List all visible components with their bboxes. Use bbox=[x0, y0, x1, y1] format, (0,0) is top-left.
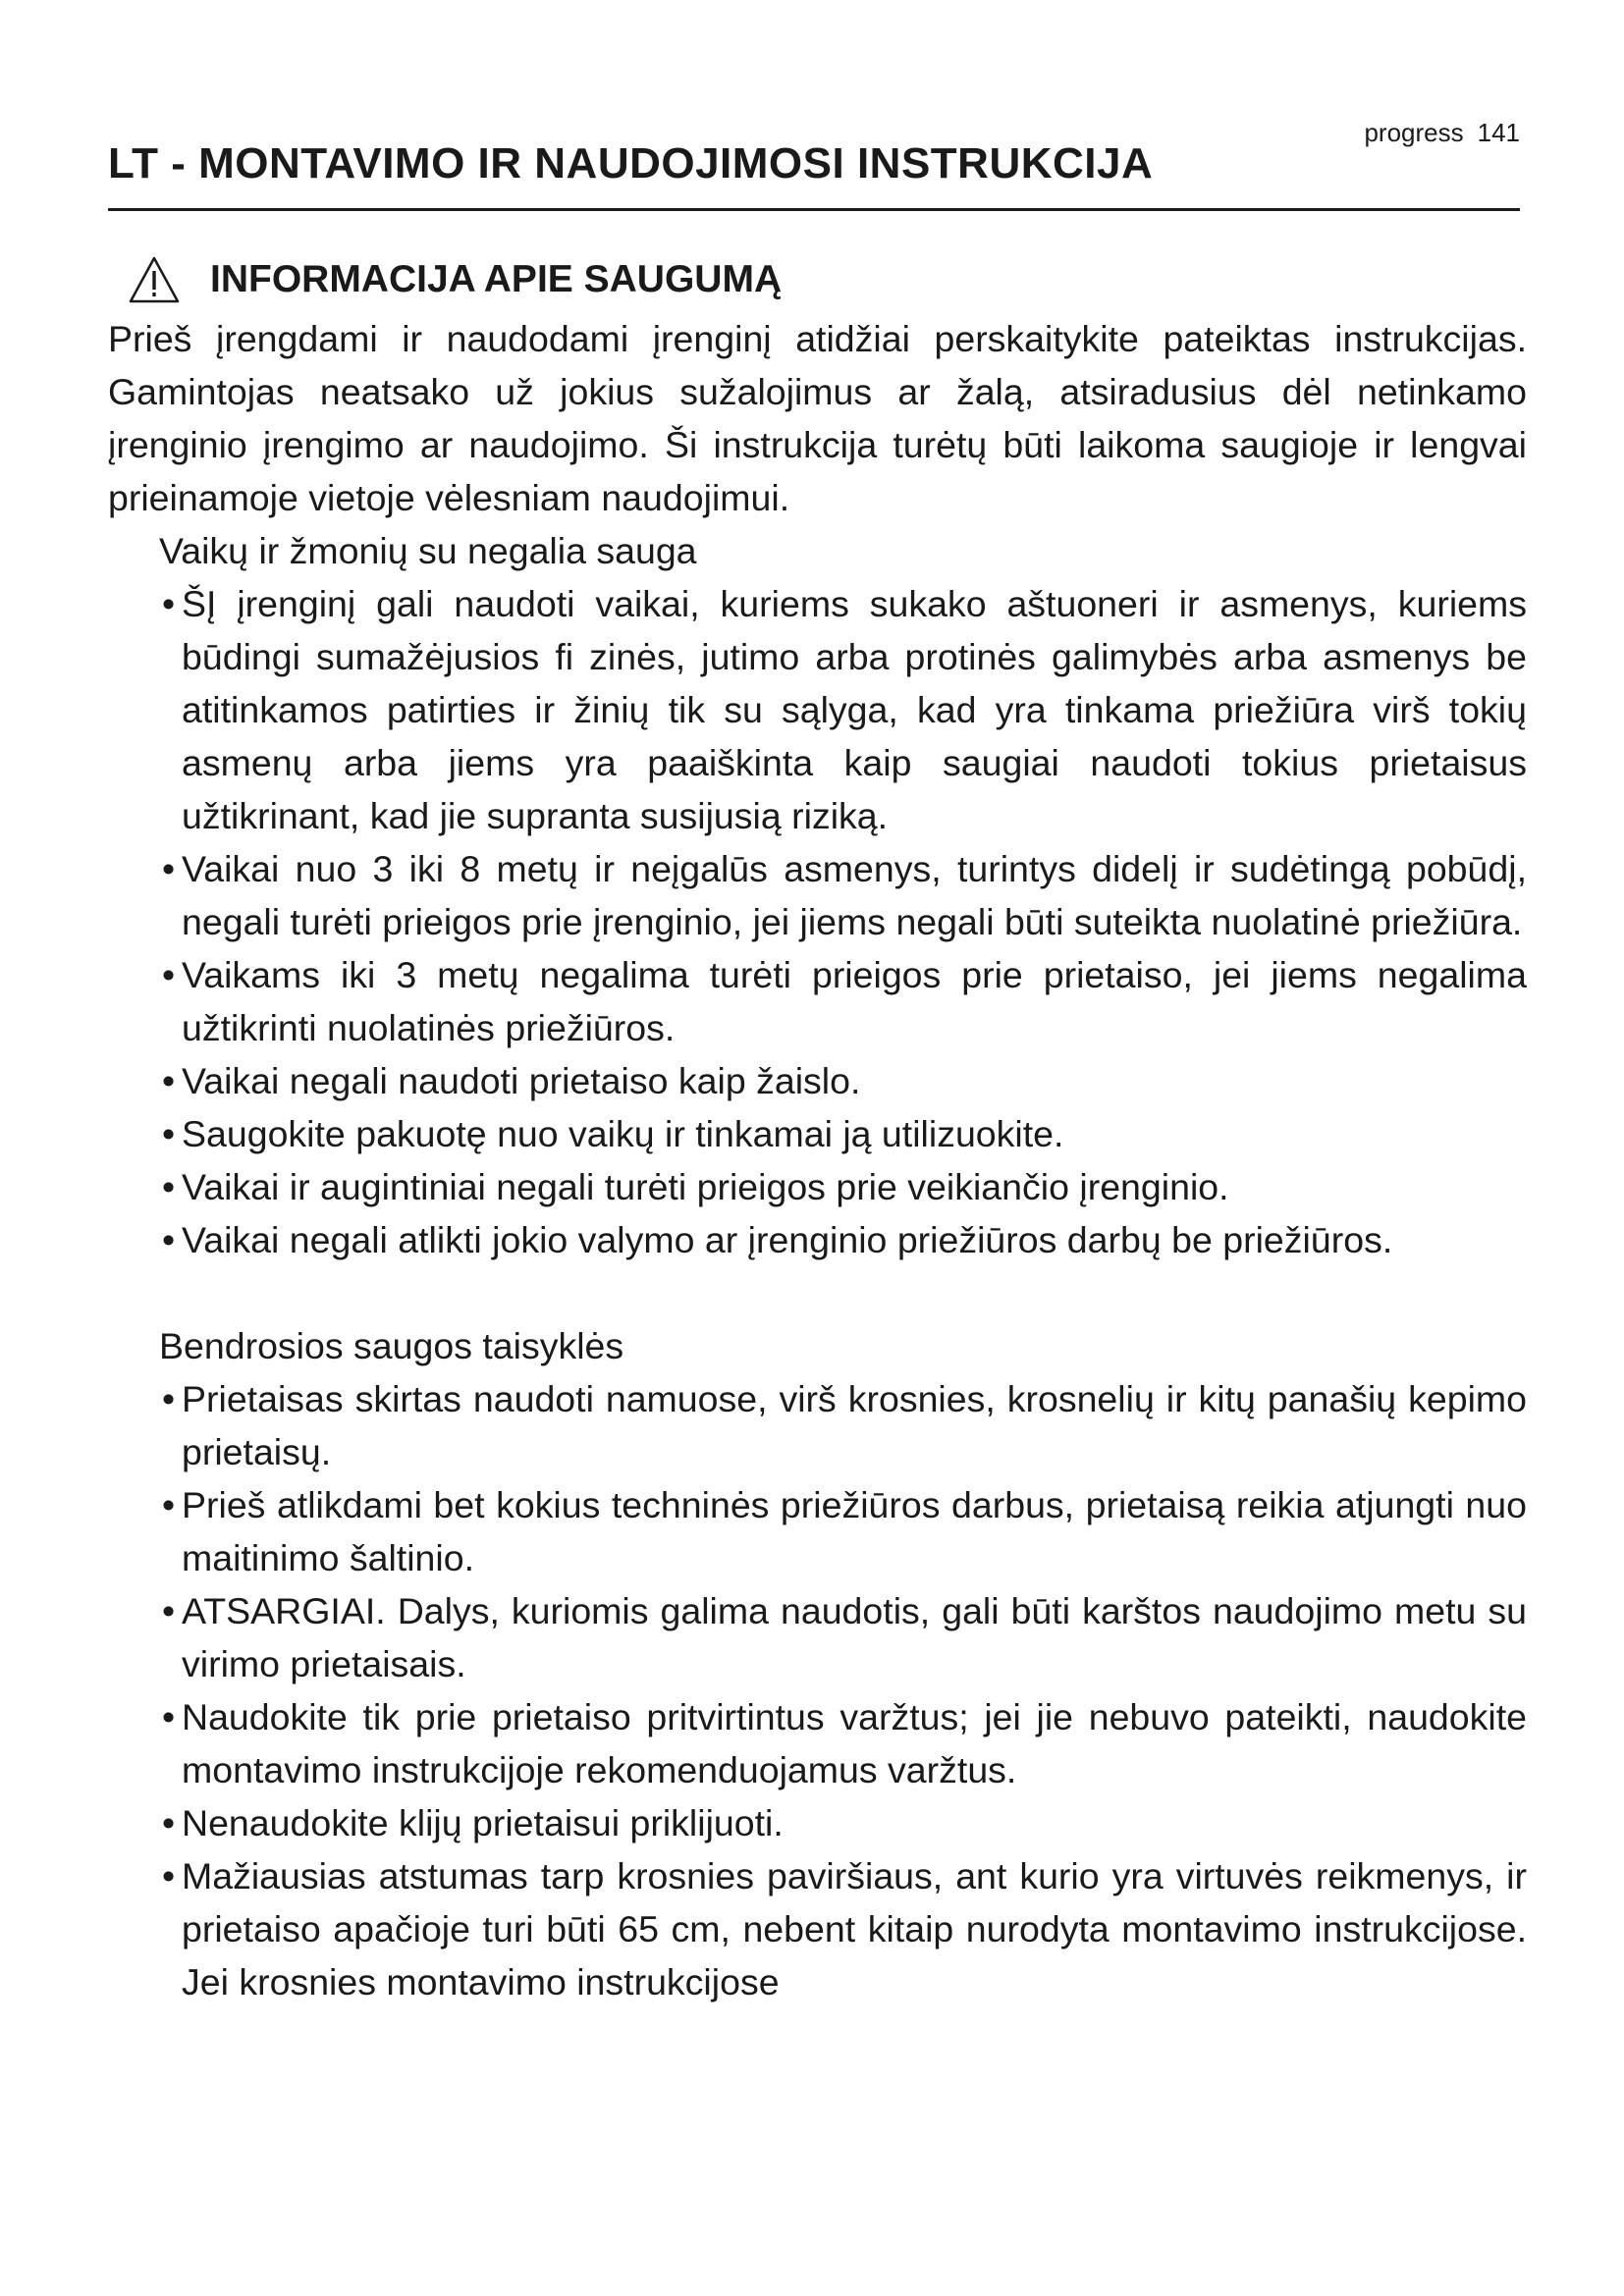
page-header bbox=[108, 118, 1520, 211]
list-item: • Prietaisas skirtas naudoti namuose, virš krosnies, krosnelių ir kitų panašių kepimo prietaisų. bbox=[162, 1378, 1527, 1472]
page-content bbox=[108, 312, 1527, 2008]
safety-section-title bbox=[128, 250, 782, 309]
safety-intro: Prieš įrengdami ir naudodami įrenginį atidžiai perskaitykite pateiktas instrukcijas. Gamintojas neatsako už jokius sužalojimus ar žalą, atsiradusius dėl netinkamo įrenginio įrengimo ar naudojimo. Ši instrukcija turėtų būti laikoma saugioje ir lengvai prieinamoje vietoje vėlesniam naudojimui. bbox=[108, 318, 1527, 518]
list-item: • Vaikai negali naudoti prietaiso kaip žaislo. bbox=[162, 1060, 861, 1101]
list-item: • ATSARGIAI. Dalys, kuriomis galima naudotis, gali būti karštos naudojimo metu su virimo prietaisais. bbox=[162, 1590, 1527, 1684]
section-spacer bbox=[108, 1266, 1527, 1319]
brand-page-info bbox=[1364, 118, 1520, 148]
list-item: • Vaikai negali atlikti jokio valymo ar įrenginio priežiūros darbų be priežiūros. bbox=[162, 1219, 1393, 1260]
document-title: LT - MONTAVIMO IR NAUDOJIMOSI INSTRUKCIJA bbox=[108, 139, 1154, 187]
list-item: • Naudokite tik prie prietaiso pritvirtintus varžtus; jei jie nebuvo pateikti, naudokite montavimo instrukcijoje rekomenduojamus varžtus. bbox=[162, 1696, 1527, 1790]
list-item: • Nenaudokite klijų prietaisui priklijuoti. bbox=[162, 1802, 784, 1843]
general-safety-list bbox=[108, 1372, 1527, 2008]
list-item: • Vaikai nuo 3 iki 8 metų ir neįgalūs asmenys, turintys didelį ir sudėtingą pobūdį, negali turėti prieigos prie įrenginio, jei jiems negali būti suteikta nuolatinė priežiūra. bbox=[162, 848, 1527, 942]
brand-name: progress bbox=[1364, 118, 1464, 147]
children-safety-list bbox=[108, 577, 1527, 1266]
general-safety-heading: Bendrosios saugos taisyklės bbox=[159, 1325, 624, 1366]
warning-triangle-icon bbox=[128, 255, 181, 304]
list-item: • ŠĮ įrenginį gali naudoti vaikai, kuriems sukako aštuoneri ir asmenys, kuriems būdingi sumažėjusios fi zinės, jutimo arba protinės galimybės arba asmenys be atitinkamos patirties ir žinių tik su sąlyga, kad yra tinkama priežiūra virš tokių asmenų arba jiems yra paaiškinta kaip saugiai naudoti tokius prietaisus užtikrinant, kad jie supranta susijusią riziką. bbox=[162, 583, 1527, 836]
list-item: • Vaikams iki 3 metų negalima turėti prieigos prie prietaiso, jei jiems negalima užtikrinti nuolatinės priežiūros. bbox=[162, 954, 1527, 1048]
list-item: • Saugokite pakuotę nuo vaikų ir tinkamai ją utilizuokite. bbox=[162, 1113, 1064, 1154]
safety-title-text: INFORMACIJA APIE SAUGUMĄ bbox=[210, 258, 783, 300]
list-item: • Vaikai ir augintiniai negali turėti prieigos prie veikiančio įrenginio. bbox=[162, 1166, 1229, 1207]
children-safety-heading: Vaikų ir žmonių su negalia sauga bbox=[159, 530, 697, 571]
list-item: • Prieš atlikdami bet kokius techninės priežiūros darbus, prietaisą reikia atjungti nuo maitinimo šaltinio. bbox=[162, 1484, 1527, 1578]
page-number: 141 bbox=[1477, 118, 1520, 147]
list-item: • Mažiausias atstumas tarp krosnies paviršiaus, ant kurio yra virtuvės reikmenys, ir prietaiso apačioje turi būti 65 cm, nebent kitaip nurodyta montavimo instrukcijose. Jei krosnies montavimo instrukcijose bbox=[162, 1855, 1527, 2002]
